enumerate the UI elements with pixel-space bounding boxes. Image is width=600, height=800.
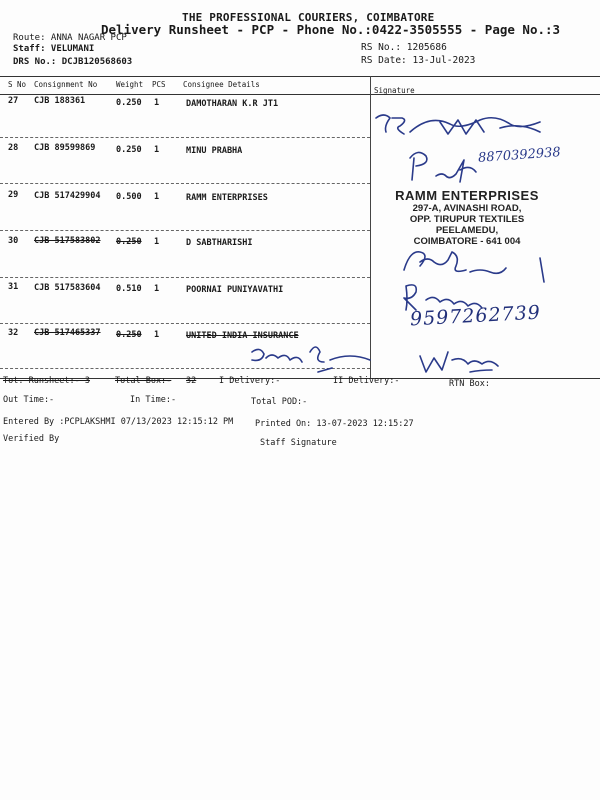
printed-on: Printed On: 13-07-2023 12:15:27 <box>255 419 414 429</box>
row-consignment: CJB 517583802 <box>34 236 101 246</box>
out-time: Out Time:- <box>3 395 55 405</box>
row-pcs: 1 <box>154 145 160 155</box>
stamp-address-line: OPP. TIRUPUR TEXTILES <box>409 214 525 225</box>
row-pcs: 1 <box>154 330 160 340</box>
signature-row-32-left <box>252 347 370 372</box>
ii-delivery: II Delivery:- <box>333 376 400 386</box>
drs-number: DRS No.: DCJB120568603 <box>13 57 133 67</box>
row-weight: 0.250 <box>116 330 142 340</box>
row-consignee: POORNAI PUNIYAVATHI <box>186 285 284 295</box>
row-pcs: 1 <box>154 284 160 294</box>
stamp-address-line: COIMBATORE - 641 004 <box>413 236 521 247</box>
row-sno: 27 <box>8 96 19 106</box>
row-weight: 0.250 <box>116 98 142 108</box>
staff-signature-label: Staff Signature <box>260 438 337 448</box>
row-consignee: D SABTHARISHI <box>186 238 253 248</box>
total-pod: Total POD:- <box>251 397 308 407</box>
rtn-box: RTN Box: <box>449 379 490 389</box>
verified-by: Verified By <box>3 434 60 444</box>
rs-number: RS No.: 1205686 <box>361 42 447 53</box>
row-consignee: DAMOTHARAN K.R JT1 <box>186 99 279 109</box>
row-sno: 31 <box>8 282 19 292</box>
signature-row-32-right <box>420 352 498 372</box>
company-name: THE PROFESSIONAL COURIERS, COIMBATORE <box>182 11 435 24</box>
header-consignee: Consignee Details <box>183 80 260 89</box>
row-sno: 30 <box>8 236 19 246</box>
header-sno: S No <box>8 80 27 89</box>
signature-row-30 <box>404 252 544 282</box>
staff-label: Staff: VELUMANI <box>13 44 95 54</box>
row-consignment: CJB 517583604 <box>34 283 101 293</box>
total-box-value: 32 <box>186 376 197 386</box>
header-consignment: Consignment No <box>34 80 98 89</box>
handwritten-phone-2: 9597262739 <box>409 301 542 331</box>
row-pcs: 1 <box>154 237 160 247</box>
row-consignment: CJB 89599869 <box>34 143 96 153</box>
company-stamp <box>392 188 542 247</box>
signature-row-28 <box>410 152 476 182</box>
row-sno: 29 <box>8 190 19 200</box>
row-sno: 32 <box>8 328 19 338</box>
header-pcs: PCS <box>152 80 166 89</box>
row-pcs: 1 <box>154 192 160 202</box>
total-box-label: Total Box:- <box>115 376 172 386</box>
row-weight: 0.500 <box>116 192 142 202</box>
in-time: In Time:- <box>130 395 177 405</box>
rs-date: RS Date: 13-Jul-2023 <box>361 55 476 66</box>
row-pcs: 1 <box>154 98 160 108</box>
total-runsheet: Tot. Runsheet:- 3 <box>3 376 90 386</box>
signature-row-27 <box>376 115 540 134</box>
runsheet-title: Delivery Runsheet - PCP - Phone No.:0422-3505555 - Page No.:3 <box>101 22 561 37</box>
i-delivery: I Delivery:- <box>219 376 281 386</box>
stamp-name: RAMM ENTERPRISES <box>395 188 539 203</box>
row-weight: 0.510 <box>116 284 142 294</box>
row-weight: 0.250 <box>116 237 142 247</box>
row-weight: 0.250 <box>116 145 142 155</box>
row-consignee: MINU PRABHA <box>186 146 243 156</box>
stamp-address-line: 297-A, AVINASHI ROAD, <box>412 203 522 214</box>
entered-by: Entered By :PCPLAKSHMI 07/13/2023 12:15:12 PM <box>3 417 234 427</box>
row-consignment: CJB 517429904 <box>34 191 101 201</box>
header-weight: Weight <box>116 80 144 89</box>
handwritten-phone-1: 8870392938 <box>477 145 562 166</box>
row-consignment: CJB 517465337 <box>34 328 101 338</box>
route-label: Route: ANNA NAGAR PCP <box>13 33 127 43</box>
row-consignment: CJB 188361 <box>34 96 86 106</box>
row-consignee: RAMM ENTERPRISES <box>186 193 268 203</box>
row-sno: 28 <box>8 143 19 153</box>
header-signature: Signature <box>374 86 415 95</box>
row-consignee: UNITED INDIA INSURANCE <box>186 331 299 341</box>
stamp-address-line: PEELAMEDU, <box>435 225 499 236</box>
